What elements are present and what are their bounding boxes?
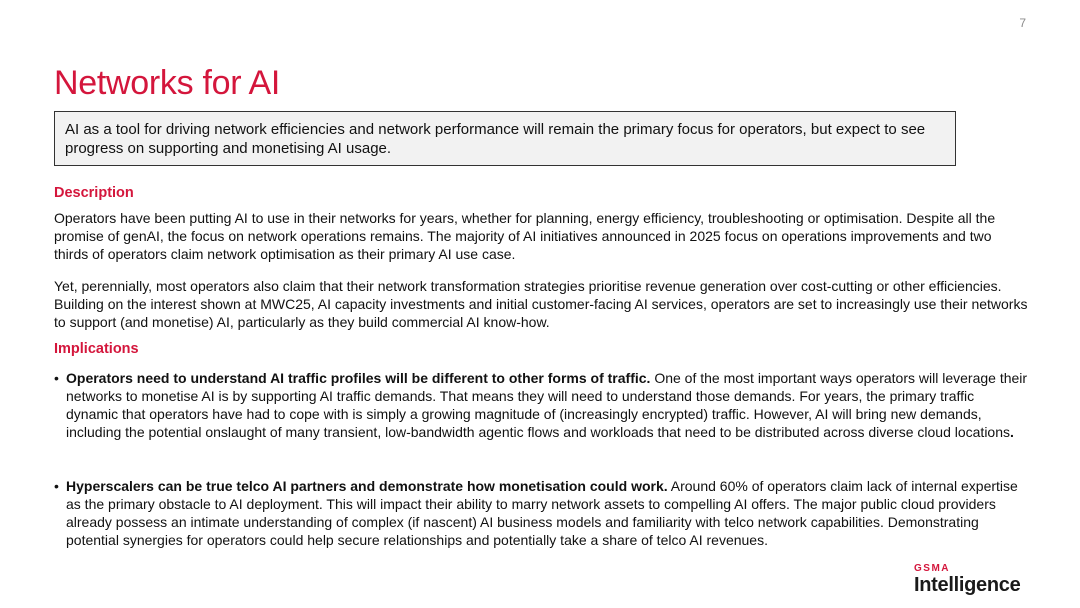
description-heading: Description bbox=[54, 185, 134, 201]
description-paragraph: Operators have been putting AI to use in their networks for years, whether for planning, energy efficiency, troubleshooting or optimisation. Despite all the promise of genAI, the focus on network operations remains. The majority of AI initiatives announced in 2025 focus on operations improvements and two thirds of operators claim network optimisation as their primary AI use case. bbox=[54, 210, 996, 262]
implication-body: Around 60% of operators claim lack of internal expertise as the primary obstacle to AI deployment. This will impact their ability to marry network assets to compelling AI offers. The major public cloud providers already possess an intimate understanding of complex (if nascent) AI business models and familiarity with telco network capabilities. Demonstrating potential synergies for operators could help secure relationships and potentially take a share of telco AI revenues. bbox=[66, 478, 1018, 548]
implication-end: . bbox=[1010, 424, 1014, 440]
gsma-intelligence-logo bbox=[914, 563, 1026, 596]
logo-intelligence-text: Intelligence bbox=[914, 574, 1021, 596]
implication-lead: Operators need to understand AI traffic profiles will be different to other forms of traffic. bbox=[66, 370, 651, 386]
implication-text bbox=[66, 477, 1029, 549]
bullet-icon: • bbox=[54, 370, 59, 386]
summary-box: AI as a tool for driving network efficiencies and network performance will remain the primary focus for operators, but expect to see progress on supporting and monetising AI usage. bbox=[54, 111, 956, 166]
implication-item bbox=[54, 369, 1029, 441]
implications-heading: Implications bbox=[54, 341, 139, 357]
implication-text bbox=[66, 369, 1029, 441]
implication-lead: Hyperscalers can be true telco AI partners and demonstrate how monetisation could work. bbox=[66, 478, 668, 494]
implication-item bbox=[54, 477, 1029, 549]
page-number: 7 bbox=[1019, 16, 1026, 30]
implication-body: One of the most important ways operators will leverage their networks to monetise AI is by supporting AI traffic demands. That means they will need to understand those demands. For years, the primary traffic dynamic that operators have had to cope with is simply a growing magnitude of (increasingly encrypted) traffic. However, AI will bring new demands, including the potential onslaught of many transient, low-bandwidth agentic flows and workloads that need to be distributed across diverse cloud locations bbox=[66, 370, 1028, 440]
logo-gsma-text: GSMA bbox=[914, 563, 950, 574]
page-title: Networks for AI bbox=[54, 64, 281, 102]
bullet-icon: • bbox=[54, 478, 59, 494]
description-paragraph: Yet, perennially, most operators also claim that their network transformation strategies prioritise revenue generation over cost-cutting or other efficiencies. Building on the interest shown at MWC25, AI capacity investments and initial customer-facing AI services, operators are set to increasingly use their networks to support (and monetise) AI, particularly as they build commercial AI know-how. bbox=[54, 278, 1028, 330]
